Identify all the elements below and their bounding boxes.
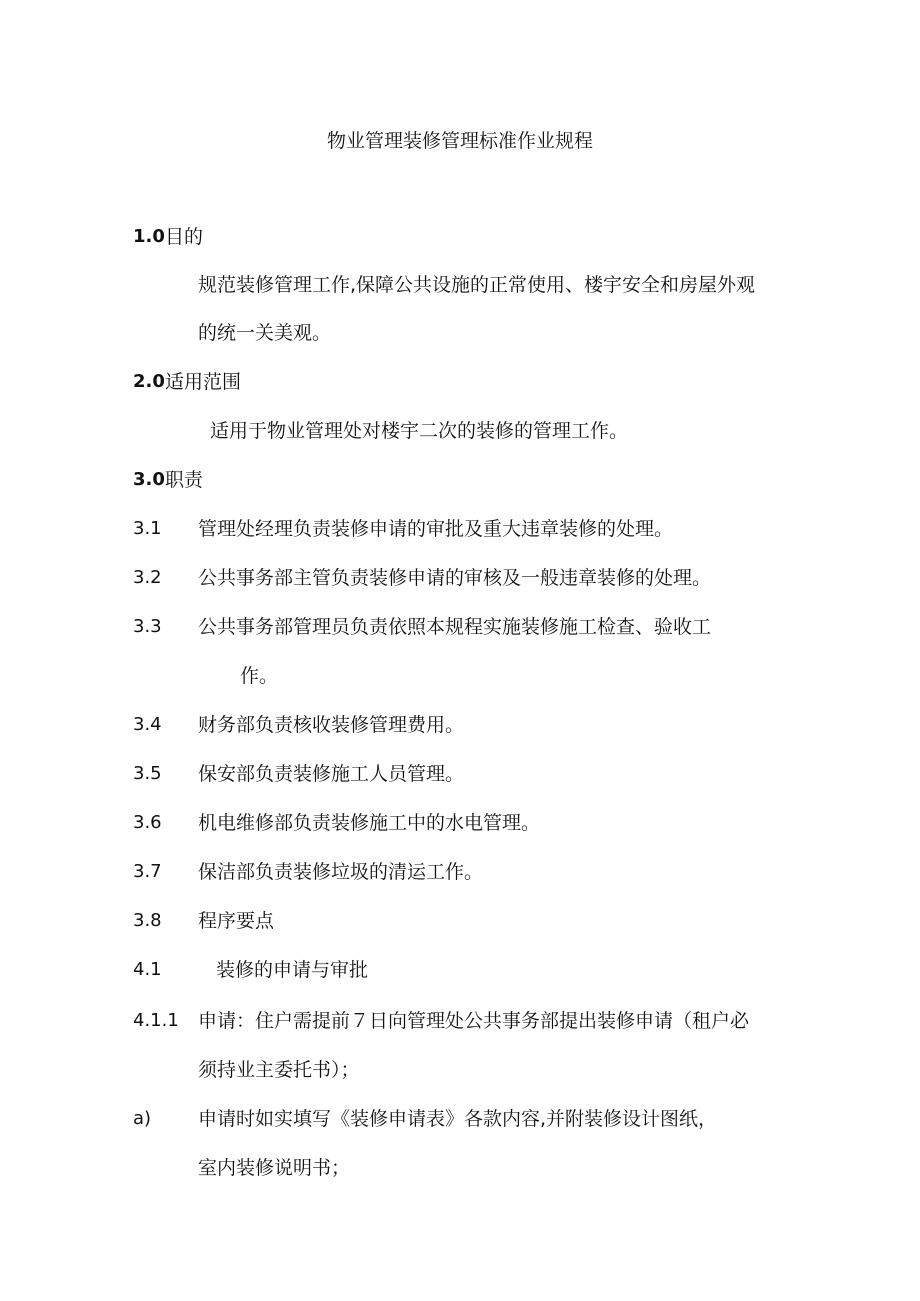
item-number: 4.1.1 — [133, 1010, 179, 1031]
section-heading: 适用范围 — [165, 371, 242, 393]
item-text-continuation: 室内装修说明书； — [198, 1157, 351, 1179]
item-text: 公共事务部管理员负责依照本规程实施装修施工检查、验收工 — [198, 616, 712, 638]
item-number: 3.3 — [133, 616, 162, 637]
item-number: 4.1 — [133, 959, 162, 980]
item-number: 3.6 — [133, 812, 162, 833]
paragraph-line: 规范装修管理工作,保障公共设施的正常使用、楼宇安全和房屋外观 — [198, 274, 756, 296]
item-text-continuation: 须持业主委托书）； — [198, 1059, 360, 1081]
item-text: 财务部负责核收装修管理费用。 — [198, 714, 465, 736]
item-number: 3.8 — [133, 910, 162, 931]
section-number: 1.0 — [133, 226, 165, 247]
item-number: 3.7 — [133, 861, 162, 882]
item-text: 程序要点 — [198, 910, 275, 932]
item-text: 保安部负责装修施工人员管理。 — [198, 763, 465, 785]
section-number: 2.0 — [133, 371, 165, 392]
document-title: 物业管理装修管理标准作业规程 — [326, 130, 593, 152]
section-heading: 职责 — [165, 469, 204, 491]
paragraph-line: 适用于物业管理处对楼宇二次的装修的管理工作。 — [210, 420, 629, 442]
item-text: 申请：住户需提前７日向管理处公共事务部提出装修申请（租户必 — [198, 1010, 750, 1032]
item-text-continuation: 作。 — [240, 665, 279, 687]
item-number: 3.2 — [133, 567, 162, 588]
item-text: 保洁部负责装修垃圾的清运工作。 — [198, 861, 484, 883]
item-text: 管理处经理负责装修申请的审批及重大违章装修的处理。 — [198, 518, 674, 540]
item-text: 申请时如实填写《装修申请表》各款内容,并附装修设计图纸， — [198, 1108, 718, 1130]
item-text: 公共事务部主管负责装修申请的审核及一般违章装修的处理。 — [198, 567, 712, 589]
item-number: 3.4 — [133, 714, 162, 735]
item-number: a) — [133, 1108, 152, 1129]
section-number: 3.0 — [133, 469, 165, 490]
item-text: 机电维修部负责装修施工中的水电管理。 — [198, 812, 541, 834]
item-text: 装修的申请与审批 — [216, 959, 369, 981]
item-number: 3.1 — [133, 518, 162, 539]
paragraph-line: 的统一关美观。 — [198, 322, 332, 344]
section-heading: 目的 — [165, 226, 204, 248]
item-number: 3.5 — [133, 763, 162, 784]
